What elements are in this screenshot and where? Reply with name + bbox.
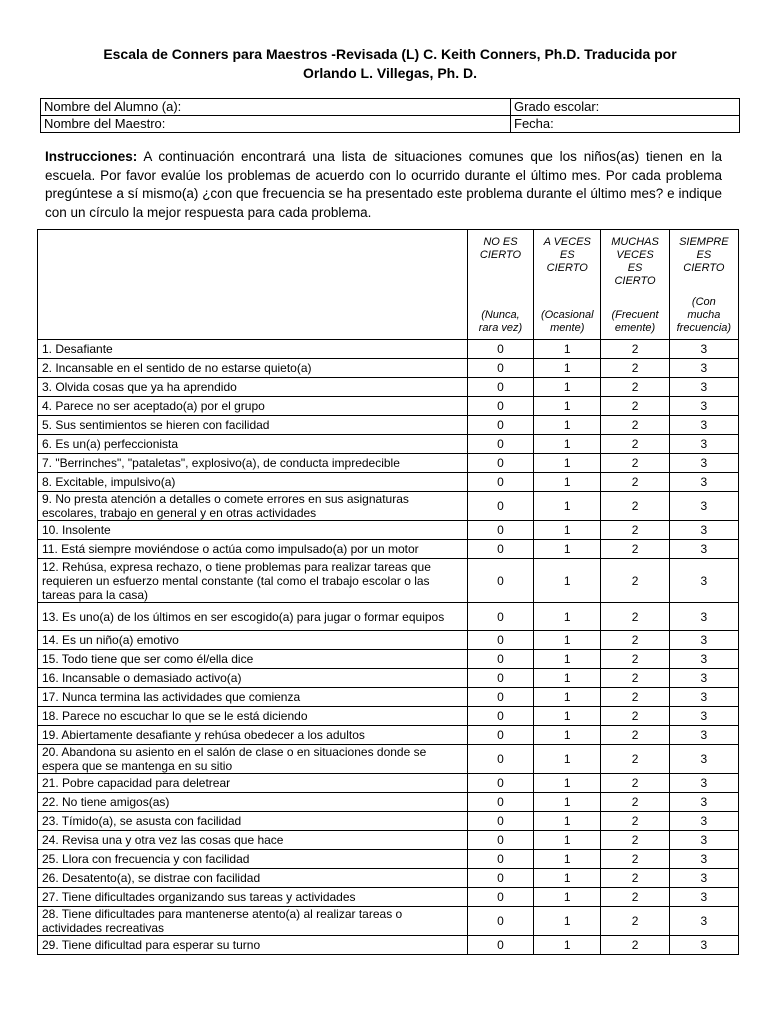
score-option[interactable]: 0 [467, 869, 533, 888]
column-header-content [534, 230, 600, 339]
score-option[interactable]: 3 [669, 540, 738, 559]
item-text: 9. No presta atención a detalles o comete errores en sus asignaturas escolares, trabajo en general y en otras actividades [38, 492, 468, 521]
item-row [38, 936, 739, 955]
document-title [40, 45, 740, 83]
score-option[interactable]: 2 [601, 340, 669, 359]
score-option[interactable]: 3 [669, 416, 738, 435]
score-option[interactable]: 3 [669, 726, 738, 745]
header-blank [38, 230, 468, 340]
score-option[interactable]: 2 [601, 831, 669, 850]
column-header-content [468, 230, 533, 339]
score-option[interactable]: 3 [669, 492, 738, 521]
item-row [38, 850, 739, 869]
score-option[interactable]: 2 [601, 936, 669, 955]
score-option[interactable]: 1 [534, 888, 601, 907]
score-option[interactable]: 2 [601, 397, 669, 416]
score-option[interactable]: 2 [601, 726, 669, 745]
item-text: 8. Excitable, impulsivo(a) [38, 473, 468, 492]
score-option[interactable]: 1 [534, 492, 601, 521]
score-option[interactable]: 3 [669, 907, 738, 936]
item-text: 25. Llora con frecuencia y con facilidad [38, 850, 468, 869]
student-info-table [40, 98, 740, 133]
score-option[interactable]: 2 [601, 850, 669, 869]
item-text: 20. Abandona su asiento en el salón de clase o en situaciones donde se espera que se mantenga en su sitio [38, 745, 468, 774]
score-option[interactable]: 3 [669, 850, 738, 869]
score-option[interactable]: 3 [669, 936, 738, 955]
item-text: 4. Parece no ser aceptado(a) por el grupo [38, 397, 468, 416]
item-row [38, 603, 739, 631]
item-row [38, 435, 739, 454]
score-option[interactable]: 0 [467, 707, 533, 726]
score-option[interactable]: 0 [467, 416, 533, 435]
score-option[interactable]: 2 [601, 454, 669, 473]
score-option[interactable]: 1 [534, 454, 601, 473]
score-option[interactable]: 1 [534, 378, 601, 397]
score-option[interactable]: 0 [467, 812, 533, 831]
item-text: 11. Está siempre moviéndose o actúa como impulsado(a) por un motor [38, 540, 468, 559]
score-option[interactable]: 2 [601, 812, 669, 831]
score-option[interactable]: 1 [534, 707, 601, 726]
item-row [38, 812, 739, 831]
item-row [38, 650, 739, 669]
item-row [38, 521, 739, 540]
score-option[interactable]: 1 [534, 359, 601, 378]
item-text: 13. Es uno(a) de los últimos en ser escogido(a) para jugar o formar equipos [38, 603, 468, 631]
score-option[interactable]: 2 [601, 473, 669, 492]
score-option[interactable]: 2 [601, 359, 669, 378]
score-option[interactable]: 2 [601, 631, 669, 650]
item-row [38, 340, 739, 359]
item-text: 1. Desafiante [38, 340, 468, 359]
score-option[interactable]: 3 [669, 650, 738, 669]
column-title: MUCHAS VECES ES CIERTO [611, 236, 659, 287]
score-option[interactable]: 0 [467, 850, 533, 869]
item-text: 12. Rehúsa, expresa rechazo, o tiene problemas para realizar tareas que requieren un esfuerzo mental constante (tal como el trabajo escolar o las tareas para la casa) [38, 559, 468, 603]
score-option[interactable]: 0 [467, 669, 533, 688]
score-option[interactable]: 2 [601, 603, 669, 631]
score-option[interactable]: 3 [669, 378, 738, 397]
item-text: 15. Todo tiene que ser como él/ella dice [38, 650, 468, 669]
column-title: A VECES ES CIERTO [543, 236, 591, 274]
score-option[interactable]: 2 [601, 793, 669, 812]
column-title: NO ES CIERTO [479, 236, 522, 261]
score-option[interactable]: 3 [669, 340, 738, 359]
column-header-content [670, 230, 738, 339]
score-option[interactable]: 3 [669, 397, 738, 416]
column-subtitle: (Frecuent emente) [611, 309, 659, 334]
score-option[interactable]: 3 [669, 359, 738, 378]
date-field[interactable]: Fecha: [511, 116, 740, 133]
item-text: 5. Sus sentimientos se hieren con facilidad [38, 416, 468, 435]
score-option[interactable]: 3 [669, 521, 738, 540]
score-option[interactable]: 0 [467, 888, 533, 907]
item-row [38, 669, 739, 688]
score-option[interactable]: 0 [467, 688, 533, 707]
item-text: 16. Incansable o demasiado activo(a) [38, 669, 468, 688]
score-option[interactable]: 1 [534, 869, 601, 888]
item-row [38, 359, 739, 378]
score-option[interactable]: 0 [467, 435, 533, 454]
score-option[interactable]: 2 [601, 559, 669, 603]
item-row [38, 454, 739, 473]
column-title: SIEMPRE ES CIERTO [679, 236, 729, 274]
score-option[interactable]: 1 [534, 669, 601, 688]
score-option[interactable]: 2 [601, 869, 669, 888]
score-option[interactable]: 1 [534, 416, 601, 435]
item-text: 27. Tiene dificultades organizando sus tareas y actividades [38, 888, 468, 907]
score-option[interactable]: 2 [601, 745, 669, 774]
item-row [38, 726, 739, 745]
score-option[interactable]: 1 [534, 850, 601, 869]
score-option[interactable]: 0 [467, 831, 533, 850]
score-option[interactable]: 3 [669, 869, 738, 888]
column-header-content [601, 230, 668, 339]
score-option[interactable]: 1 [534, 688, 601, 707]
score-option[interactable]: 1 [534, 340, 601, 359]
item-row [38, 707, 739, 726]
score-option[interactable]: 2 [601, 650, 669, 669]
score-option[interactable]: 3 [669, 473, 738, 492]
score-option[interactable]: 2 [601, 907, 669, 936]
score-option[interactable]: 2 [601, 688, 669, 707]
score-option[interactable]: 0 [467, 936, 533, 955]
score-option[interactable]: 1 [534, 812, 601, 831]
score-option[interactable]: 1 [534, 650, 601, 669]
score-option[interactable]: 3 [669, 631, 738, 650]
item-row [38, 492, 739, 521]
title-line-1: Escala de Conners para Maestros -Revisada (L) C. Keith Conners, Ph.D. Traducida por [103, 46, 677, 62]
score-option[interactable]: 0 [467, 650, 533, 669]
score-option[interactable]: 2 [601, 888, 669, 907]
column-subtitle: (Ocasional mente) [540, 309, 594, 334]
item-text: 26. Desatento(a), se distrae con facilidad [38, 869, 468, 888]
score-option[interactable]: 0 [467, 492, 533, 521]
item-text: 3. Olvida cosas que ya ha aprendido [38, 378, 468, 397]
score-option[interactable]: 0 [467, 340, 533, 359]
item-row [38, 378, 739, 397]
score-option[interactable]: 3 [669, 669, 738, 688]
score-option[interactable]: 1 [534, 936, 601, 955]
score-option[interactable]: 0 [467, 521, 533, 540]
score-option[interactable]: 0 [467, 473, 533, 492]
score-option[interactable]: 1 [534, 907, 601, 936]
item-row [38, 869, 739, 888]
score-option[interactable]: 3 [669, 774, 738, 793]
score-option[interactable]: 0 [467, 454, 533, 473]
score-option[interactable]: 2 [601, 540, 669, 559]
item-row [38, 540, 739, 559]
score-option[interactable]: 1 [534, 793, 601, 812]
score-option[interactable]: 2 [601, 521, 669, 540]
item-row [38, 793, 739, 812]
item-text: 23. Tímido(a), se asusta con facilidad [38, 812, 468, 831]
item-row [38, 631, 739, 650]
item-text: 7. "Berrinches", "pataletas", explosivo(a), de conducta impredecible [38, 454, 468, 473]
instructions-text: A continuación encontrará una lista de situaciones comunes que los niños(as) tienen en la escuela. Por favor evalúe los problemas de acuerdo con lo ocurrido durante el último mes. Por cada problema pregúntese a sí mismo(a) ¿con que frecuencia se ha presentado este problema durante el último mes? e indique con un círculo la mejor respuesta para cada problema. [45, 149, 722, 220]
score-option[interactable]: 1 [534, 473, 601, 492]
item-text: 21. Pobre capacidad para deletrear [38, 774, 468, 793]
score-option[interactable]: 1 [534, 397, 601, 416]
item-row [38, 774, 739, 793]
item-text: 17. Nunca termina las actividades que comienza [38, 688, 468, 707]
score-option[interactable]: 0 [467, 774, 533, 793]
score-option[interactable]: 3 [669, 812, 738, 831]
item-row [38, 473, 739, 492]
score-option[interactable]: 0 [467, 603, 533, 631]
score-option[interactable]: 3 [669, 559, 738, 603]
item-text: 14. Es un niño(a) emotivo [38, 631, 468, 650]
item-text: 19. Abiertamente desafiante y rehúsa obedecer a los adultos [38, 726, 468, 745]
score-option[interactable]: 2 [601, 707, 669, 726]
item-text: 22. No tiene amigos(as) [38, 793, 468, 812]
score-option[interactable]: 3 [669, 454, 738, 473]
student-name-field[interactable]: Nombre del Alumno (a): [41, 99, 511, 116]
header-row [38, 230, 739, 340]
column-header [601, 230, 669, 340]
score-option[interactable]: 0 [467, 378, 533, 397]
column-subtitle: (Con mucha frecuencia) [676, 296, 732, 334]
column-header [669, 230, 738, 340]
score-option[interactable]: 1 [534, 631, 601, 650]
item-text: 18. Parece no escuchar lo que se le está diciendo [38, 707, 468, 726]
item-row [38, 745, 739, 774]
score-option[interactable]: 1 [534, 726, 601, 745]
item-row [38, 688, 739, 707]
title-line-2: Orlando L. Villegas, Ph. D. [302, 65, 477, 81]
score-option[interactable]: 0 [467, 907, 533, 936]
items-body [38, 340, 739, 955]
score-option[interactable]: 2 [601, 435, 669, 454]
score-option[interactable]: 0 [467, 631, 533, 650]
rating-scale-table [37, 229, 739, 955]
item-row [38, 559, 739, 603]
score-option[interactable]: 2 [601, 378, 669, 397]
score-option[interactable]: 0 [467, 559, 533, 603]
score-option[interactable]: 0 [467, 793, 533, 812]
item-row [38, 831, 739, 850]
item-row [38, 907, 739, 936]
score-option[interactable]: 3 [669, 435, 738, 454]
item-text: 10. Insolente [38, 521, 468, 540]
score-option[interactable]: 3 [669, 688, 738, 707]
score-option[interactable]: 0 [467, 726, 533, 745]
item-row [38, 888, 739, 907]
column-header [534, 230, 601, 340]
item-text: 24. Revisa una y otra vez las cosas que hace [38, 831, 468, 850]
score-option[interactable]: 3 [669, 831, 738, 850]
item-text: 6. Es un(a) perfeccionista [38, 435, 468, 454]
item-row [38, 416, 739, 435]
score-option[interactable]: 2 [601, 492, 669, 521]
score-option[interactable]: 0 [467, 359, 533, 378]
column-header [467, 230, 533, 340]
score-option[interactable]: 0 [467, 540, 533, 559]
score-option[interactable]: 1 [534, 435, 601, 454]
score-option[interactable]: 1 [534, 774, 601, 793]
item-text: 28. Tiene dificultades para mantenerse atento(a) al realizar tareas o actividades recreativas [38, 907, 468, 936]
score-option[interactable]: 3 [669, 707, 738, 726]
teacher-name-field[interactable]: Nombre del Maestro: [41, 116, 511, 133]
score-option[interactable]: 3 [669, 888, 738, 907]
score-option[interactable]: 1 [534, 540, 601, 559]
score-option[interactable]: 1 [534, 559, 601, 603]
instructions-label: Instrucciones: [45, 149, 138, 164]
score-option[interactable]: 1 [534, 521, 601, 540]
score-option[interactable]: 2 [601, 416, 669, 435]
score-option[interactable]: 3 [669, 603, 738, 631]
item-text: 2. Incansable en el sentido de no estarse quieto(a) [38, 359, 468, 378]
score-option[interactable]: 2 [601, 774, 669, 793]
score-option[interactable]: 1 [534, 603, 601, 631]
score-option[interactable]: 1 [534, 745, 601, 774]
column-subtitle: (Nunca, rara vez) [478, 309, 523, 334]
score-option[interactable]: 0 [467, 745, 533, 774]
score-option[interactable]: 3 [669, 745, 738, 774]
item-text: 29. Tiene dificultad para esperar su turno [38, 936, 468, 955]
score-option[interactable]: 3 [669, 793, 738, 812]
instructions [45, 148, 722, 222]
grade-field[interactable]: Grado escolar: [511, 99, 740, 116]
score-option[interactable]: 1 [534, 831, 601, 850]
item-row [38, 397, 739, 416]
score-option[interactable]: 0 [467, 397, 533, 416]
score-option[interactable]: 2 [601, 669, 669, 688]
